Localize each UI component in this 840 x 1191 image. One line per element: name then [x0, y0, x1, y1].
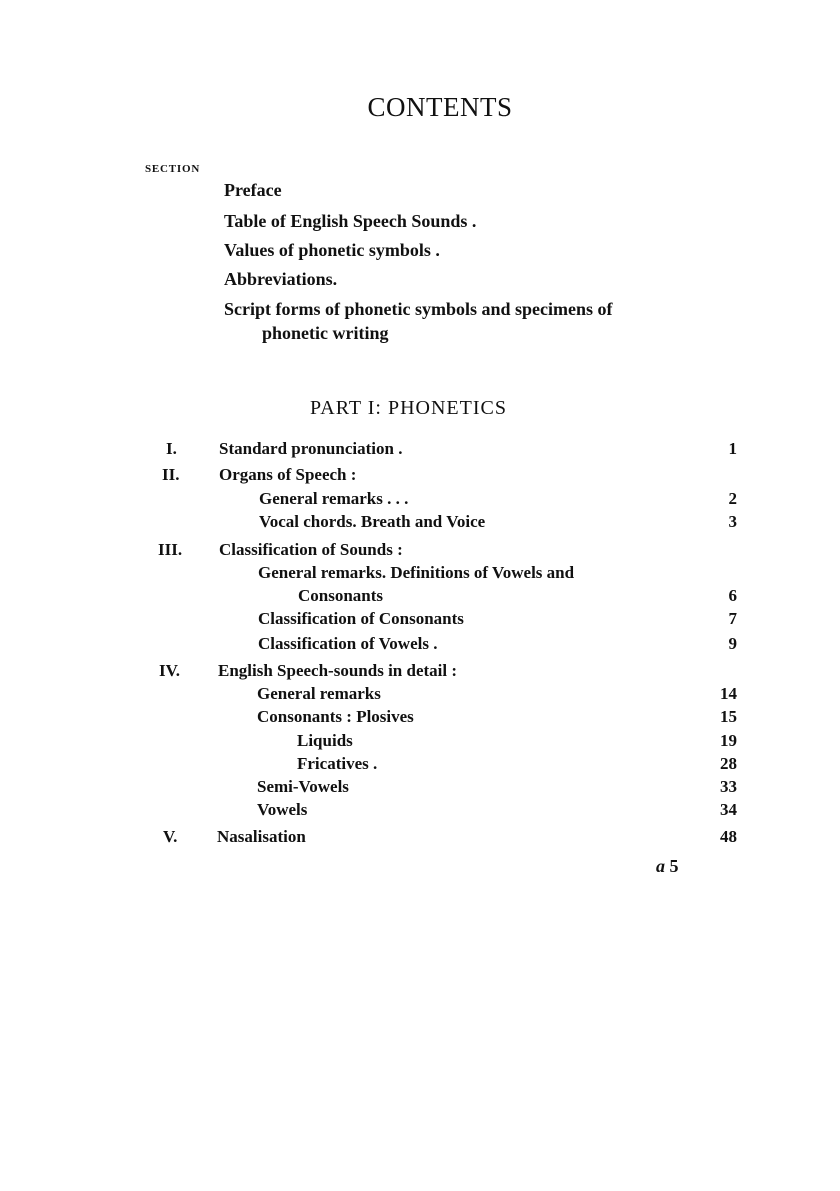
section-number: III.	[158, 540, 183, 559]
toc-subentry: General remarks	[257, 684, 381, 703]
toc-subentry-continued: Consonants	[298, 586, 384, 605]
page-number: 2	[728, 489, 737, 508]
page-number: 14	[720, 684, 737, 703]
toc-subentry: General remarks . . .	[259, 489, 409, 508]
toc-abbreviations: Abbreviations.	[224, 269, 338, 289]
toc-script-forms: Script forms of phonetic symbols and specimens of	[224, 299, 613, 319]
toc-entry: Classification of Sounds :	[219, 540, 403, 559]
toc-subentry: Consonants : Plosives	[257, 707, 414, 726]
page-number: 1	[728, 439, 737, 458]
toc-entry: Standard pronunciation .	[219, 439, 403, 458]
page-number: 19	[720, 731, 737, 750]
section-number: I.	[166, 439, 177, 458]
toc-subentry: Classification of Consonants	[258, 609, 464, 628]
page-number: 34	[720, 800, 737, 819]
toc-subsubentry: Liquids	[297, 731, 353, 750]
page-number: 7	[728, 609, 737, 628]
part-heading: PART I: PHONETICS	[310, 397, 507, 419]
section-number: V.	[163, 827, 178, 846]
toc-subsubentry: Fricatives .	[297, 754, 378, 773]
toc-subentry: Classification of Vowels .	[258, 634, 438, 653]
signature-letter: a	[656, 856, 665, 876]
toc-subentry: Semi-Vowels	[257, 777, 349, 796]
toc-script-forms-continued: phonetic writing	[262, 323, 389, 343]
page-title: CONTENTS	[367, 92, 513, 122]
toc-values-of-symbols: Values of phonetic symbols .	[224, 240, 440, 260]
toc-table-of-speech-sounds: Table of English Speech Sounds .	[224, 211, 477, 231]
page-number: 15	[720, 707, 737, 726]
page-number: 6	[728, 586, 737, 605]
toc-preface: Preface	[224, 180, 282, 200]
page-number: 48	[720, 827, 737, 846]
page-number: 33	[720, 777, 737, 796]
page-number: 9	[728, 634, 737, 653]
toc-entry: Nasalisation	[217, 827, 306, 846]
toc-subentry: Vocal chords. Breath and Voice	[259, 512, 486, 531]
section-column-label: SECTION	[145, 163, 201, 175]
section-number: IV.	[159, 661, 180, 680]
toc-entry: English Speech-sounds in detail :	[218, 661, 458, 680]
toc-subentry: Vowels	[257, 800, 308, 819]
page-number: 3	[728, 512, 737, 531]
signature-mark	[656, 856, 679, 877]
page-number: 28	[720, 754, 737, 773]
toc-subentry: General remarks. Definitions of Vowels and	[258, 563, 575, 582]
signature-number: 5	[669, 856, 679, 876]
section-number: II.	[162, 465, 180, 484]
toc-entry: Organs of Speech :	[219, 465, 357, 484]
